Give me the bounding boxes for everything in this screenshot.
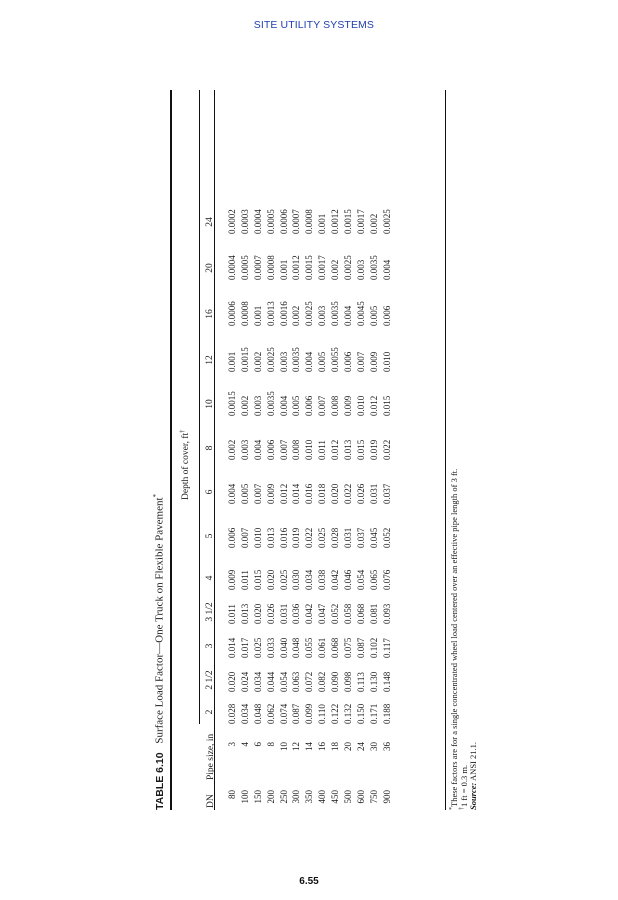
column-pipe-size [226, 742, 394, 756]
value-cell: 0.188 [381, 703, 392, 724]
value-cell: 0.045 [368, 527, 379, 548]
value-cell: 0.025 [278, 569, 289, 590]
value-cell: 0.090 [330, 671, 341, 692]
depth-header: 8 [205, 445, 215, 451]
depth-header: 2 1/2 [205, 670, 215, 690]
dn-cell: 900 [381, 790, 392, 804]
dn-cell: 500 [343, 790, 354, 804]
table-title: Surface Load Factor—One Truck on Flexible Pavement [153, 497, 166, 744]
value-cell: 0.022 [343, 483, 354, 504]
footnote-source-text: ANSI 21.1. [468, 741, 478, 783]
value-column [226, 347, 394, 372]
value-cell: 0.117 [381, 638, 392, 658]
value-column [226, 672, 394, 692]
depth-header: 5 [205, 533, 215, 539]
value-cell: 0.034 [252, 671, 263, 692]
value-cell: 0.072 [304, 671, 315, 692]
value-column [226, 604, 394, 624]
value-cell: 0.002 [239, 395, 250, 416]
value-cell: 0.0017 [317, 255, 328, 280]
footnote-1-mark: * [449, 807, 456, 810]
value-cell: 0.014 [227, 637, 237, 658]
value-cell: 0.002 [227, 439, 237, 460]
value-cell: 0.052 [330, 603, 341, 624]
value-cell: 0.055 [304, 637, 315, 658]
value-cell: 0.007 [355, 351, 366, 372]
value-cell: 0.0016 [278, 301, 289, 326]
pipe-size-cell: 10 [278, 742, 289, 751]
value-cell: 0.0003 [239, 209, 250, 234]
table-group-rule [199, 90, 200, 724]
value-cell: 0.004 [278, 395, 289, 416]
value-cell: 0.015 [355, 439, 366, 460]
value-cell: 0.054 [355, 569, 366, 590]
value-cell: 0.037 [381, 483, 392, 504]
value-cell: 0.004 [381, 259, 392, 280]
table-caption [152, 494, 166, 810]
value-cell: 0.012 [330, 439, 341, 460]
value-cell: 0.007 [278, 439, 289, 460]
value-cell: 0.001 [278, 259, 289, 280]
value-cell: 0.018 [317, 483, 328, 504]
value-cell: 0.031 [368, 483, 379, 504]
value-cell: 0.0015 [343, 209, 354, 234]
value-cell: 0.122 [330, 703, 341, 724]
value-cell: 0.004 [227, 483, 237, 504]
pipe-size-cell: 36 [381, 742, 392, 751]
depth-header: 4 [205, 575, 215, 581]
footnote-1-text: These factors are for a single concentrated wheel load centered over an effective pipe length of 3 ft. [449, 468, 459, 807]
value-cell: 0.113 [355, 672, 366, 692]
value-cell: 0.093 [381, 603, 392, 624]
value-column [226, 570, 394, 590]
value-cell: 0.007 [239, 527, 250, 548]
value-cell: 0.0008 [304, 209, 315, 234]
value-cell: 0.010 [252, 527, 263, 548]
rotated-table-block [148, 90, 478, 810]
dn-cell: 250 [278, 790, 289, 804]
value-cell: 0.002 [368, 213, 379, 234]
value-cell: 0.013 [239, 603, 250, 624]
value-cell: 0.047 [317, 603, 328, 624]
value-cell: 0.068 [330, 637, 341, 658]
value-column [226, 301, 394, 326]
dn-cell: 350 [304, 790, 315, 804]
value-cell: 0.0005 [265, 209, 276, 234]
pipe-size-cell: 6 [252, 742, 263, 747]
value-cell: 0.042 [330, 569, 341, 590]
footnote-source-label: Source: [468, 782, 478, 810]
value-cell: 0.065 [368, 569, 379, 590]
value-cell: 0.011 [227, 604, 237, 624]
value-cell: 0.019 [291, 527, 302, 548]
value-cell: 0.020 [227, 671, 237, 692]
value-cell: 0.0012 [291, 255, 302, 280]
table-bottom-rule [445, 90, 446, 810]
value-cell: 0.020 [252, 603, 263, 624]
value-cell: 0.015 [252, 569, 263, 590]
value-cell: 0.068 [355, 603, 366, 624]
value-cell: 0.015 [381, 395, 392, 416]
depth-header: 20 [205, 263, 215, 273]
value-cell: 0.009 [265, 483, 276, 504]
value-column [226, 391, 394, 416]
value-column [226, 255, 394, 280]
value-cell: 0.003 [355, 259, 366, 280]
dn-cell: 200 [265, 790, 276, 804]
value-cell: 0.0015 [227, 391, 237, 416]
value-cell: 0.005 [239, 483, 250, 504]
value-cell: 0.102 [368, 637, 379, 658]
value-cell: 0.0025 [265, 347, 276, 372]
value-cell: 0.009 [227, 569, 237, 590]
value-cell: 0.099 [304, 703, 315, 724]
value-cell: 0.025 [317, 527, 328, 548]
value-cell: 0.0004 [227, 255, 237, 280]
value-cell: 0.010 [304, 439, 315, 460]
dn-cell: 600 [355, 790, 366, 804]
value-cell: 0.038 [317, 569, 328, 590]
value-cell: 0.031 [343, 527, 354, 548]
value-cell: 0.033 [265, 637, 276, 658]
value-cell: 0.0025 [381, 209, 392, 234]
value-cell: 0.082 [317, 671, 328, 692]
dn-cell: 300 [291, 790, 302, 804]
value-cell: 0.002 [252, 351, 263, 372]
value-cell: 0.007 [252, 483, 263, 504]
value-cell: 0.006 [343, 351, 354, 372]
value-cell: 0.012 [368, 395, 379, 416]
value-cell: 0.019 [368, 439, 379, 460]
value-cell: 0.110 [317, 704, 328, 724]
value-cell: 0.011 [317, 440, 328, 460]
value-cell: 0.002 [330, 259, 341, 280]
value-cell: 0.006 [265, 439, 276, 460]
value-cell: 0.028 [227, 703, 237, 724]
value-cell: 0.087 [355, 637, 366, 658]
depth-header: 6 [205, 489, 215, 495]
value-cell: 0.0025 [304, 301, 315, 326]
header-dn: DN [206, 794, 216, 808]
table-title-footnote-mark: * [152, 493, 160, 498]
value-cell: 0.013 [343, 439, 354, 460]
value-cell: 0.0008 [239, 301, 250, 326]
value-cell: 0.0002 [227, 209, 237, 234]
depth-header: 10 [205, 399, 215, 409]
page-number: 6.55 [299, 876, 319, 887]
value-cell: 0.040 [278, 637, 289, 658]
value-cell: 0.034 [304, 569, 315, 590]
pipe-size-cell: 18 [330, 742, 341, 751]
value-cell: 0.0013 [265, 301, 276, 326]
value-cell: 0.030 [291, 569, 302, 590]
value-cell: 0.048 [252, 703, 263, 724]
value-cell: 0.009 [368, 351, 379, 372]
pipe-size-cell: 30 [368, 742, 379, 751]
value-cell: 0.0005 [239, 255, 250, 280]
column-dn [226, 790, 394, 810]
value-column [226, 638, 394, 658]
value-cell: 0.006 [381, 305, 392, 326]
value-cell: 0.007 [317, 395, 328, 416]
value-cell: 0.076 [381, 569, 392, 590]
value-cell: 0.004 [252, 439, 263, 460]
value-cell: 0.028 [330, 527, 341, 548]
value-cell: 0.0035 [291, 347, 302, 372]
value-cell: 0.0035 [330, 301, 341, 326]
pipe-size-cell: 24 [355, 742, 366, 751]
table-header-rule [214, 90, 215, 810]
value-cell: 0.017 [239, 637, 250, 658]
value-cell: 0.0015 [239, 347, 250, 372]
value-cell: 0.022 [381, 439, 392, 460]
value-cell: 0.0006 [227, 301, 237, 326]
value-cell: 0.022 [304, 527, 315, 548]
dn-cell: 80 [227, 790, 237, 799]
value-cell: 0.005 [368, 305, 379, 326]
value-cell: 0.132 [343, 703, 354, 724]
value-cell: 0.0008 [265, 255, 276, 280]
running-head: SITE UTILITY SYSTEMS [253, 19, 374, 31]
value-cell: 0.0015 [304, 255, 315, 280]
value-cell: 0.016 [304, 483, 315, 504]
value-cell: 0.003 [278, 351, 289, 372]
pipe-size-cell: 20 [343, 742, 354, 751]
value-cell: 0.008 [330, 395, 341, 416]
value-cell: 0.025 [252, 637, 263, 658]
value-cell: 0.009 [343, 395, 354, 416]
value-column [226, 528, 394, 548]
value-cell: 0.148 [381, 671, 392, 692]
value-cell: 0.0006 [278, 209, 289, 234]
value-cell: 0.063 [291, 671, 302, 692]
value-cell: 0.048 [291, 637, 302, 658]
value-cell: 0.130 [368, 671, 379, 692]
value-cell: 0.098 [343, 671, 354, 692]
value-cell: 0.0007 [252, 255, 263, 280]
value-cell: 0.034 [239, 703, 250, 724]
header-depth-group-label: Depth of cover, ft [181, 432, 192, 500]
header-depth-group [179, 430, 191, 500]
value-column [226, 209, 394, 234]
value-cell: 0.054 [278, 671, 289, 692]
value-cell: 0.012 [278, 483, 289, 504]
value-cell: 0.058 [343, 603, 354, 624]
value-cell: 0.150 [355, 703, 366, 724]
value-cell: 0.010 [355, 395, 366, 416]
value-cell: 0.081 [368, 603, 379, 624]
value-cell: 0.016 [278, 527, 289, 548]
value-cell: 0.011 [239, 570, 250, 590]
table-top-rule [170, 90, 172, 810]
pipe-size-cell: 3 [227, 742, 237, 747]
value-cell: 0.004 [343, 305, 354, 326]
value-cell: 0.044 [265, 671, 276, 692]
value-cell: 0.074 [278, 703, 289, 724]
value-cell: 0.0025 [343, 255, 354, 280]
value-cell: 0.061 [317, 637, 328, 658]
value-cell: 0.003 [239, 439, 250, 460]
value-column [226, 440, 394, 460]
value-cell: 0.052 [381, 527, 392, 548]
value-cell: 0.005 [291, 395, 302, 416]
value-cell: 0.013 [265, 527, 276, 548]
value-cell: 0.0004 [252, 209, 263, 234]
depth-header: 3 [205, 643, 215, 649]
value-cell: 0.010 [381, 351, 392, 372]
dn-cell: 400 [317, 790, 328, 804]
value-cell: 0.006 [227, 527, 237, 548]
value-cell: 0.006 [304, 395, 315, 416]
dn-cell: 150 [252, 790, 263, 804]
table-number: TABLE 6.10 [153, 752, 166, 810]
value-cell: 0.036 [291, 603, 302, 624]
value-cell: 0.0012 [330, 209, 341, 234]
value-cell: 0.026 [265, 603, 276, 624]
pipe-size-cell: 4 [239, 742, 250, 747]
footnote-2-text: 1 ft = 0.3 m. [459, 764, 469, 807]
dn-cell: 100 [239, 790, 250, 804]
value-cell: 0.171 [368, 703, 379, 724]
value-cell: 0.020 [330, 483, 341, 504]
depth-header: 24 [205, 217, 215, 227]
value-cell: 0.005 [317, 351, 328, 372]
value-cell: 0.003 [252, 395, 263, 416]
dn-cell: 750 [368, 790, 379, 804]
value-column [226, 484, 394, 504]
value-cell: 0.0007 [291, 209, 302, 234]
value-cell: 0.014 [291, 483, 302, 504]
value-cell: 0.087 [291, 703, 302, 724]
value-cell: 0.046 [343, 569, 354, 590]
pipe-size-cell: 8 [265, 742, 276, 747]
pipe-size-cell: 12 [291, 742, 302, 751]
footnote-2-mark: † [459, 807, 466, 810]
pipe-size-cell: 14 [304, 742, 315, 751]
value-cell: 0.0035 [368, 255, 379, 280]
depth-header: 16 [205, 309, 215, 319]
value-cell: 0.0055 [330, 347, 341, 372]
value-cell: 0.003 [317, 305, 328, 326]
value-column [226, 704, 394, 724]
value-cell: 0.020 [265, 569, 276, 590]
footnote-1 [449, 469, 459, 810]
value-cell: 0.0035 [265, 391, 276, 416]
depth-header: 12 [205, 355, 215, 365]
dn-cell: 450 [330, 790, 341, 804]
pipe-size-cell: 16 [317, 742, 328, 751]
value-cell: 0.026 [355, 483, 366, 504]
value-cell: 0.002 [291, 305, 302, 326]
value-cell: 0.0017 [355, 209, 366, 234]
value-cell: 0.0045 [355, 301, 366, 326]
header-pipe-size: Pipe size, in [206, 733, 216, 780]
depth-header: 3 1/2 [205, 602, 215, 622]
value-cell: 0.042 [304, 603, 315, 624]
value-cell: 0.075 [343, 637, 354, 658]
value-cell: 0.001 [252, 305, 263, 326]
value-cell: 0.001 [227, 351, 237, 372]
depth-header: 2 [205, 709, 215, 715]
header-depth-footnote-mark: † [179, 429, 186, 433]
value-cell: 0.062 [265, 703, 276, 724]
value-cell: 0.001 [317, 213, 328, 234]
value-cell: 0.031 [278, 603, 289, 624]
value-cell: 0.024 [239, 671, 250, 692]
value-cell: 0.004 [304, 351, 315, 372]
footnote-source [468, 742, 478, 810]
value-cell: 0.008 [291, 439, 302, 460]
value-cell: 0.037 [355, 527, 366, 548]
